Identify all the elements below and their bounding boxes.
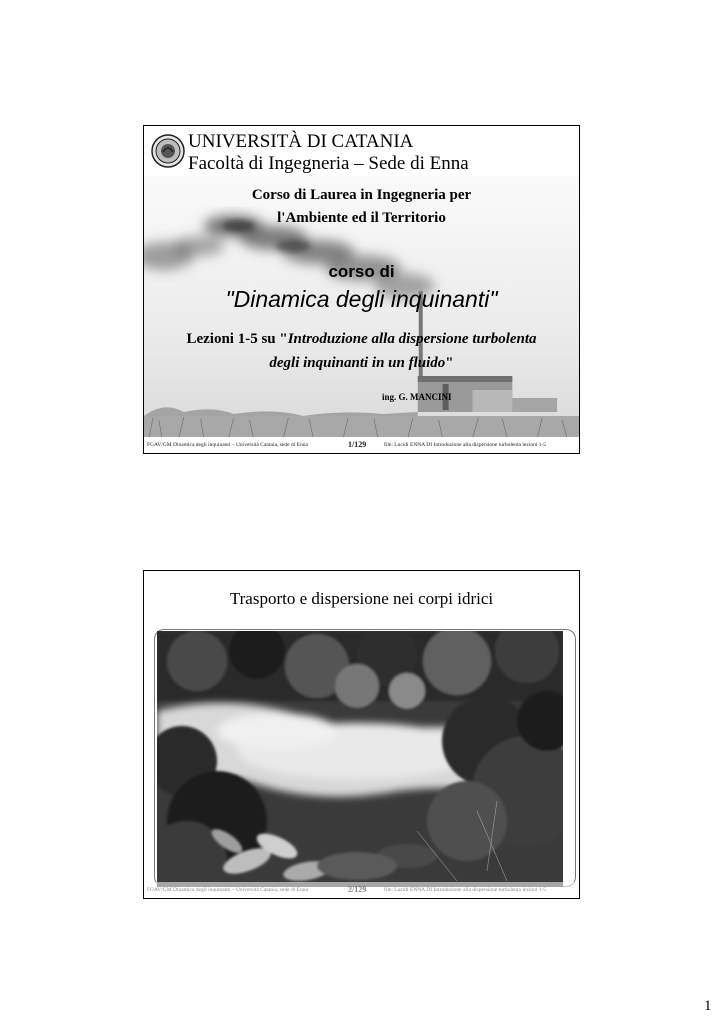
course-title: "Dinamica degli inquinanti" [225, 286, 498, 312]
lesson-topic-1: Introduzione alla dispersione turbolenta [287, 331, 537, 347]
footer-left: FGAV/GM Dinamica degli inquinanti – Università Catania, sede di Enna [147, 887, 308, 893]
university-seal-logo [151, 134, 185, 168]
slide-footer [144, 882, 579, 898]
course-line-1: Corso di Laurea in Ingegneria per [251, 187, 472, 203]
lesson-line-1 [144, 331, 579, 348]
footer-page: 2/129 [348, 885, 367, 894]
course-line-2: l'Ambiente ed il Territorio [277, 210, 446, 226]
slide-1 [143, 125, 580, 454]
river-vegetation-photo [157, 631, 563, 887]
author: ing. G. MANCINI [382, 392, 452, 402]
slide-footer [144, 437, 579, 453]
lesson-line-2 [144, 355, 579, 372]
page-number: 1 [704, 998, 712, 1014]
university-name: UNIVERSITÀ DI CATANIA [188, 131, 414, 152]
lesson-topic-2: degli inquinanti in un fluido [269, 355, 446, 371]
footer-right: file: Lucidi ENNA DI Introduzione alla dispersione turbolenta lezioni 1-5 [384, 887, 547, 893]
faculty-name: Facoltà di Ingegneria – Sede di Enna [188, 153, 469, 174]
footer-left: FGAV/GM Dinamica degli inquinanti – Università Catania, sede di Enna [147, 442, 308, 448]
corso-di-label: corso di [328, 262, 395, 281]
slide-title: Trasporto e dispersione nei corpi idrici [229, 589, 494, 608]
lesson-suffix: " [445, 355, 454, 371]
slide-header [144, 126, 579, 176]
lesson-prefix: Lezioni 1-5 su " [186, 331, 288, 347]
footer-page: 1/129 [348, 440, 367, 449]
slide-2 [143, 570, 580, 899]
footer-right: file: Lucidi ENNA DI Introduzione alla dispersione turbolenta lezioni 1-5 [384, 442, 547, 448]
